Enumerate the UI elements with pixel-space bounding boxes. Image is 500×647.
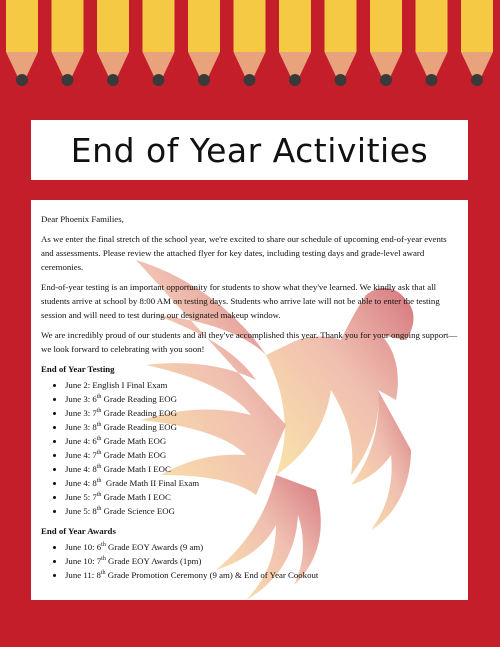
awards-heading: End of Year Awards — [41, 526, 116, 536]
pencil-icon — [370, 0, 402, 86]
paragraph-intro: As we enter the final stretch of the school year, we're excited to share our schedule of upcoming end-of-year events and assessments. Please review the attached flyer for key dates, including testing days and grade-level award ceremonies. — [41, 234, 447, 272]
awards-list — [41, 540, 458, 582]
letter-panel — [31, 200, 468, 600]
list-item: • June 10: 6th Grade EOY Awards (9 am) — [65, 540, 458, 554]
greeting: Dear Phoenix Families, — [41, 214, 124, 224]
pencil-icon — [188, 0, 220, 86]
pencil-icon — [325, 0, 357, 86]
list-item: • June 3: 8th Grade Reading EOG — [65, 420, 458, 434]
list-item: • June 4: 6th Grade Math EOG — [65, 434, 458, 448]
testing-list — [41, 378, 458, 518]
title-banner — [31, 120, 468, 180]
letter-body — [31, 200, 468, 582]
paragraph-testing-info: End-of-year testing is an important opportunity for students to show what they've learned. We kindly ask that all students arrive at school by 8:00 AM on testing days. Students who arrive late will not be able to enter the testing session and will need to test during our designated makeup window. — [41, 282, 440, 320]
list-item: • June 11: 8th Grade Promotion Ceremony (9 am) & End of Year Cookout — [65, 568, 458, 582]
paragraph-thanks: We are incredibly proud of our students and all they've accomplished this year. Thank you for your ongoing support—we look forward to celebrating with you soon! — [41, 330, 458, 354]
list-item: • June 3: 6th Grade Reading EOG — [65, 392, 458, 406]
page-title: End of Year Activities — [70, 130, 429, 170]
pencil-icon — [461, 0, 493, 86]
pencil-icon — [97, 0, 129, 86]
list-item: • June 10: 7th Grade EOY Awards (1pm) — [65, 554, 458, 568]
pencil-icon — [279, 0, 311, 86]
list-item: • June 5: 7th Grade Math I EOC — [65, 490, 458, 504]
testing-heading: End of Year Testing — [41, 364, 115, 374]
list-item: • June 4: 8th Grade Math II Final Exam — [65, 476, 458, 490]
pencil-icon — [52, 0, 84, 86]
pencil-icon — [234, 0, 266, 86]
list-item: • June 4: 8th Grade Math I EOC — [65, 462, 458, 476]
pencil-border — [0, 0, 500, 90]
list-item: • June 3: 7th Grade Reading EOG — [65, 406, 458, 420]
list-item: • June 4: 7th Grade Math EOG — [65, 448, 458, 462]
pencil-icon — [6, 0, 38, 86]
pencil-icon — [416, 0, 448, 86]
list-item: • June 5: 8th Grade Science EOG — [65, 504, 458, 518]
list-item: • June 2: English I Final Exam — [65, 378, 458, 392]
pencil-icon — [143, 0, 175, 86]
